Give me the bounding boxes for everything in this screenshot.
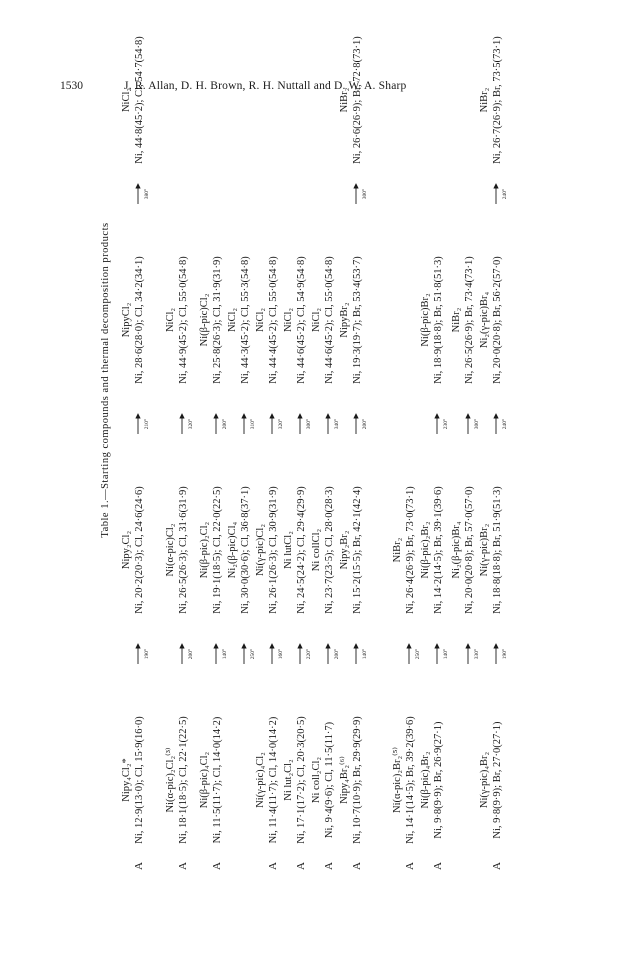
compound-formula: Ni(β-pic)₄Br₂ xyxy=(420,751,431,809)
table-row xyxy=(199,256,228,870)
decomposition-temperature: 200° xyxy=(222,418,228,430)
compound-formula: Ni coll₂Cl₂ xyxy=(311,756,322,804)
table-row xyxy=(311,256,340,870)
analysis-values: Ni, 44·4(45·2); Cl, 55·0(54·8) xyxy=(268,256,279,384)
analysis-values: Ni, 20·2(20·3); Cl, 24·6(24·6) xyxy=(134,486,145,614)
compound-formula: Nipy₄Cl₂* xyxy=(121,758,132,802)
analysis-values: Ni, 23·7(23·5); Cl, 28·0(28·3) xyxy=(324,486,335,614)
compound-formula: NiCl₂ xyxy=(311,307,322,333)
compound-formula: Ni collCl₂ xyxy=(311,528,322,572)
compound-formula: NiBr₂ xyxy=(451,307,462,333)
compound-formula: Ni(β-pic)₄Cl₂ xyxy=(199,751,210,809)
compound-formula: Ni₂(β-pic)Cl₄ xyxy=(227,521,238,579)
row-mark-label: A xyxy=(323,862,335,870)
analysis-values: Ni, 17·1(17·2); Cl, 20·3(20·5) xyxy=(296,716,307,844)
table-row xyxy=(338,36,368,870)
row-mark-label: A xyxy=(491,862,503,870)
decomposition-temperature: 230° xyxy=(443,418,449,430)
decomposition-temperature: 380° xyxy=(144,188,150,200)
analysis-values: Ni, 44·9(45·2); Cl, 55·0(54·8) xyxy=(178,256,189,384)
analysis-values: Ni, 20·0(20·8); Br, 57·0(57·0) xyxy=(464,486,475,614)
decomposition-temperature: 190° xyxy=(144,648,150,660)
analysis-values: Ni, 26·5(26·3); Cl, 31·6(31·9) xyxy=(178,486,189,614)
analysis-values: Ni, 19·3(19·7); Br, 53·4(53·7) xyxy=(352,256,363,384)
analysis-values: Ni, 9·8(9·9); Br, 27·0(27·1) xyxy=(492,721,503,839)
analysis-values: Ni, 9·8(9·9); Br, 26·9(27·1) xyxy=(433,721,444,839)
table-row xyxy=(391,486,421,870)
compound-formula: Ni(γ-pic)Br₂ xyxy=(479,523,490,577)
page-number: 1530 xyxy=(60,80,83,92)
compound-formula: Nipy₄Br₂⁽⁶⁾ xyxy=(339,756,350,804)
analysis-values: Ni, 26·5(26·9); Br, 73·4(73·1) xyxy=(464,256,475,384)
compound-formula: NiCl₂ xyxy=(227,307,238,333)
compound-formula: Ni₂(γ-pic)Br₄ xyxy=(479,291,490,349)
decomposition-temperature: 320° xyxy=(278,418,284,430)
compound-formula: NipyCl₂ xyxy=(121,302,132,338)
compound-formula: NiCl₂ xyxy=(255,307,266,333)
analysis-values: Ni, 11·4(11·7); Cl, 14·0(14·2) xyxy=(268,716,279,844)
analysis-values: Ni, 24·5(24·2); Cl, 29·4(29·9) xyxy=(296,486,307,614)
analysis-values: Ni, 18·1(18·5); Cl, 22·1(22·5) xyxy=(178,716,189,844)
compound-formula: NiCl₂ xyxy=(283,307,294,333)
decomposition-temperature: 250° xyxy=(250,648,256,660)
compound-formula: NiBr₂ xyxy=(339,87,350,113)
row-mark-label: A xyxy=(432,862,444,870)
compound-formula: NiBr₂ xyxy=(392,537,403,563)
compound-formula: Ni(α-pic)₂Cl₂⁽³⁾ xyxy=(165,747,176,813)
compound-formula: Ni lutCl₂ xyxy=(283,531,294,569)
compound-formula: Ni lut₂Cl₂ xyxy=(283,759,294,801)
compound-formula: NipyBr₂ xyxy=(339,302,350,338)
decomposition-temperature: 200° xyxy=(334,648,340,660)
analysis-values: Ni, 30·0(30·6); Cl, 36·8(37·1) xyxy=(240,486,251,614)
compound-formula: Ni₂(β-pic)Br₄ xyxy=(451,521,462,579)
compound-formula: NiCl₂ xyxy=(165,307,176,333)
decomposition-temperature: 300° xyxy=(474,418,480,430)
analysis-values: Ni, 28·6(28·0); Cl, 34·2(34·1) xyxy=(134,256,145,384)
analysis-values: Ni, 26·7(26·9); Br, 73·5(73·1) xyxy=(492,36,503,164)
analysis-values: Ni, 44·6(45·2); Cl, 55·0(54·8) xyxy=(324,256,335,384)
compound-formula: Nipy₂Cl₂ xyxy=(121,530,132,570)
row-mark-label: A xyxy=(211,862,223,870)
row-mark-label: A xyxy=(177,862,189,870)
compound-formula: NiCl₂ xyxy=(121,87,132,113)
decomposition-temperature: 140° xyxy=(362,648,368,660)
compound-formula: Ni(γ-pic)Cl₂ xyxy=(255,523,266,577)
analysis-values: Ni, 18·8(18·8); Br, 51·9(51·3) xyxy=(492,486,503,614)
analysis-values: Ni, 26·6(26·9); Br, 72·8(73·1) xyxy=(352,36,363,164)
decomposition-temperature: 160° xyxy=(278,648,284,660)
compound-formula: Ni(β-pic)₂Cl₂ xyxy=(199,521,210,579)
analysis-values: Ni, 44·6(45·2); Cl, 54·9(54·8) xyxy=(296,256,307,384)
analysis-values: Ni, 19·1(18·5); Cl, 22·0(22·5) xyxy=(212,486,223,614)
compound-formula: Ni(α-pic)Cl₂ xyxy=(165,523,176,577)
compound-formula: Ni(β-pic)Br₂ xyxy=(420,293,431,347)
decomposition-temperature: 340° xyxy=(334,418,340,430)
table-row xyxy=(255,256,284,870)
analysis-values: Ni, 26·1(26·3); Cl, 30·9(31·9) xyxy=(268,486,279,614)
compound-formula: Ni(β-pic)₂Br₂ xyxy=(420,521,431,579)
decomposition-temperature: 140° xyxy=(443,648,449,660)
analysis-values: Ni, 14·2(14·5); Br, 39·1(39·6) xyxy=(433,486,444,614)
table-row xyxy=(227,256,256,664)
decomposition-temperature: 320° xyxy=(188,418,194,430)
decomposition-temperature: 220° xyxy=(306,648,312,660)
running-head: J. R. Allan, D. H. Brown, R. H. Nuttall and D. W. A. Sharp xyxy=(124,80,407,92)
analysis-values: Ni, 14·1(14·5); Br, 39·2(39·6) xyxy=(405,716,416,844)
decomposition-temperature: 300° xyxy=(306,418,312,430)
decomposition-temperature: 250° xyxy=(415,648,421,660)
decomposition-temperature: 140° xyxy=(222,648,228,660)
decomposition-temperature: 300° xyxy=(362,188,368,200)
analysis-values: Ni, 10·7(10·9); Br, 29·9(29·9) xyxy=(352,716,363,844)
decomposition-temperature: 210° xyxy=(144,418,150,430)
compound-formula: Ni(β-pic)Cl₂ xyxy=(199,293,210,347)
table-row xyxy=(479,36,508,870)
compound-formula: Ni(γ-pic)₄Cl₂ xyxy=(255,752,266,808)
table-caption: Table 1.—Starting compounds and thermal decomposition products xyxy=(100,222,111,538)
compound-formula: Nipy₂Br₂ xyxy=(339,530,350,570)
decomposition-temperature: 200° xyxy=(362,418,368,430)
decomposition-temperature: 190° xyxy=(502,648,508,660)
analysis-values: Ni, 9·4(9·6); Cl, 11·5(11·7) xyxy=(324,721,335,839)
compound-formula: Ni(γ-pic)₄Br₂ xyxy=(479,751,490,809)
analysis-values: Ni, 15·2(15·5); Br, 42·1(42·4) xyxy=(352,486,363,614)
compound-formula: Ni(α-pic)₂Br₂⁽⁵⁾ xyxy=(392,747,403,813)
compound-formula: NiBr₂ xyxy=(479,87,490,113)
analysis-values: Ni, 11·5(11·7); Cl, 14·0(14·2) xyxy=(212,716,223,844)
analysis-values: Ni, 12·9(13·0); Cl, 15·9(16·0) xyxy=(134,716,145,844)
row-mark-label: A xyxy=(267,862,279,870)
analysis-values: Ni, 26·4(26·9); Br, 73·0(73·1) xyxy=(405,486,416,614)
table-row xyxy=(283,256,312,870)
table-row xyxy=(420,256,449,870)
decomposition-temperature: 310° xyxy=(250,418,256,430)
row-mark-label: A xyxy=(295,862,307,870)
decomposition-temperature: 330° xyxy=(474,648,480,660)
analysis-values: Ni, 25·8(26·3); Cl, 31·9(31·9) xyxy=(212,256,223,384)
table-row xyxy=(164,256,194,870)
row-mark-label: A xyxy=(404,862,416,870)
table-row xyxy=(121,36,150,870)
decomposition-temperature: 240° xyxy=(502,188,508,200)
row-mark-label: A xyxy=(351,862,363,870)
analysis-values: Ni, 20·0(20·8); Br, 56·2(57·0) xyxy=(492,256,503,384)
analysis-values: Ni, 44·8(45·2); Cl, 54·7(54·8) xyxy=(134,36,145,164)
analysis-values: Ni, 44·3(45·2); Cl, 55·3(54·8) xyxy=(240,256,251,384)
analysis-values: Ni, 18·9(18·8); Br, 51·8(51·3) xyxy=(433,256,444,384)
decomposition-temperature: 240° xyxy=(502,418,508,430)
row-mark-label: A xyxy=(133,862,145,870)
table-row xyxy=(451,256,480,664)
decomposition-temperature: 200° xyxy=(188,648,194,660)
